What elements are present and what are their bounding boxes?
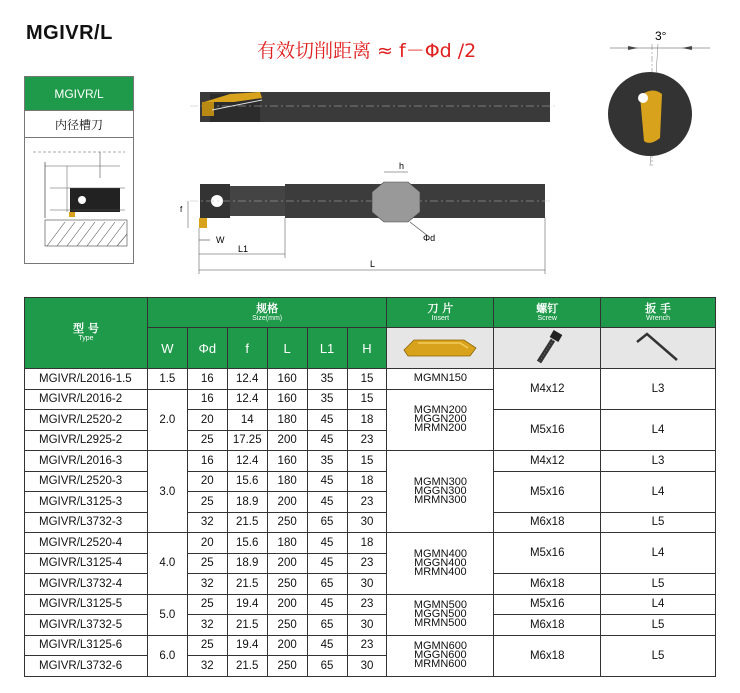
col-l1: L1 bbox=[307, 328, 347, 369]
l1-label: L1 bbox=[238, 244, 249, 254]
tool-side-view bbox=[190, 80, 560, 140]
f-label: f bbox=[180, 205, 183, 214]
boring-diagram-icon bbox=[25, 138, 133, 263]
phid-label: Φd bbox=[423, 233, 436, 243]
screw-image bbox=[494, 328, 601, 369]
table-row: MGIVR/L2520-3 20 15.6 180 45 18 M5x16 L4 bbox=[25, 471, 716, 492]
table-row: MGIVR/L3125-6 6.0 25 19.4 200 45 23 MGMN600 MGGN600 MRMN600 M6x18 L5 bbox=[25, 635, 716, 656]
table-row: MGIVR/L3125-3 25 18.9 200 45 23 bbox=[25, 492, 716, 513]
screw-icon bbox=[527, 330, 567, 364]
table-row: MGIVR/L2520-4 4.0 20 15.6 180 45 18 MGMN400 MGGN400 MRMN400 M5x16 L4 bbox=[25, 533, 716, 554]
page-title: MGIVR/L bbox=[26, 22, 113, 44]
hex-wrench-icon bbox=[633, 330, 683, 364]
spec-table bbox=[24, 297, 716, 677]
table-row: MGIVR/L3732-5 32 21.5 250 65 30 M6x18 L5 bbox=[25, 615, 716, 636]
table-row: MGIVR/L3125-4 25 18.9 200 45 23 bbox=[25, 553, 716, 574]
table-row: MGIVR/L2016-2 2.0 16 12.4 160 35 15 MGMN200 MGGN200 MRMN200 bbox=[25, 389, 716, 410]
screw-header: 螺钉 Screw bbox=[494, 298, 601, 328]
col-w: W bbox=[147, 328, 187, 369]
table-row: MGIVR/L2925-2 25 17.25 200 45 23 bbox=[25, 430, 716, 451]
insert-icon bbox=[400, 334, 480, 360]
insert-header: 刀 片 Insert bbox=[387, 298, 494, 328]
w-label: W bbox=[216, 235, 225, 245]
angle-label: 3° bbox=[655, 29, 667, 43]
product-name-label: 内径槽刀 bbox=[25, 111, 133, 138]
table-row: MGIVR/L3732-3 32 21.5 250 65 30 M6x18 L5 bbox=[25, 512, 716, 533]
table-row: MGIVR/L3125-5 5.0 25 19.4 200 45 23 MGMN500 MGGN500 MRMN500 M5x16 L4 bbox=[25, 594, 716, 615]
col-l: L bbox=[267, 328, 307, 369]
cutting-distance-formula: 有效切削距离 ≈ f－Φd /2 bbox=[257, 40, 477, 62]
size-header: 规格 Size(mm) bbox=[147, 298, 387, 328]
product-card bbox=[24, 76, 134, 264]
wrench-header: 扳 手 Wrench bbox=[601, 298, 716, 328]
insert-image bbox=[387, 328, 494, 369]
table-row: MGIVR/L2520-2 20 14 180 45 18 M5x16 L4 bbox=[25, 410, 716, 431]
col-h: H bbox=[347, 328, 387, 369]
wrench-image bbox=[601, 328, 716, 369]
l-label: L bbox=[370, 259, 376, 269]
tool-end-view bbox=[600, 26, 720, 176]
tool-dimension-view bbox=[170, 158, 560, 280]
table-row: MGIVR/L2016-1.5 1.5 16 12.4 160 35 15 MGMN150 M4x12 L3 bbox=[25, 369, 716, 390]
col-phid: Φd bbox=[187, 328, 227, 369]
table-row: MGIVR/L2016-3 3.0 16 12.4 160 35 15 MGMN300 MGGN300 MRMN300 M4x12 L3 bbox=[25, 451, 716, 472]
h-label: h bbox=[399, 161, 405, 171]
table-row: MGIVR/L3732-4 32 21.5 250 65 30 M6x18 L5 bbox=[25, 574, 716, 595]
type-header: 型 号 Type bbox=[25, 298, 148, 369]
product-code-label: MGIVR/L bbox=[25, 77, 133, 111]
col-f: f bbox=[227, 328, 267, 369]
table-row: MGIVR/L3732-6 32 21.5 250 65 30 bbox=[25, 656, 716, 677]
